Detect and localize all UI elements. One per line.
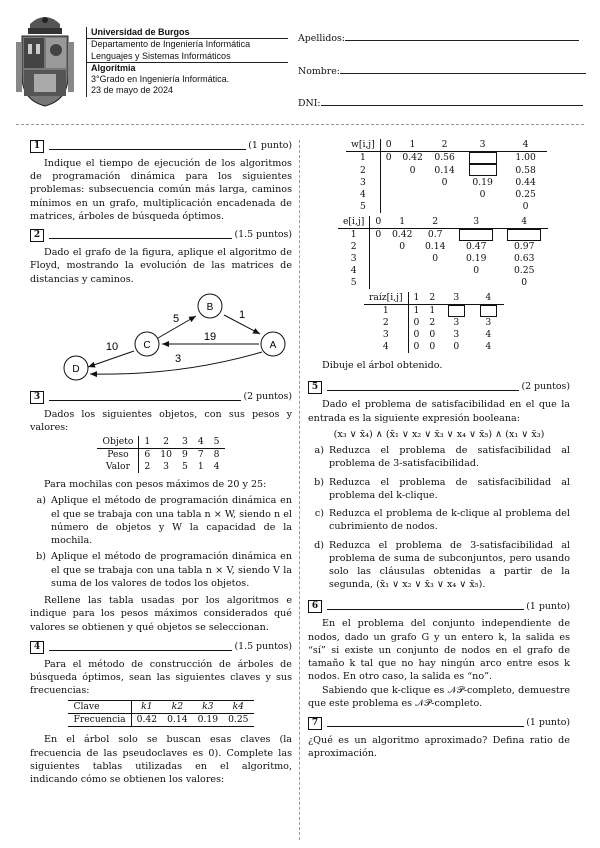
question-3-header	[30, 390, 292, 404]
question-2-header	[30, 228, 292, 242]
weight-c-d: 10	[105, 340, 119, 353]
boolean-formula: (x₃ ∨ x̄₄) ∧ (x̄₁ ∨ x₂ ∨ x̄₃ ∨ x₄ ∨ x̄₅) ∧ (x₁ ∨ x̄₃)	[333, 428, 545, 440]
question-3-part-a: a) Aplique el método de programación dinámica en el que se trabaja con una tabla n × W, siendo n el número de objetos y W la capacidad de la mochila.	[36, 495, 292, 547]
blank-cell[interactable]	[459, 229, 493, 241]
question-number: 7	[308, 717, 322, 730]
question-points: (1 punto)	[526, 717, 570, 729]
blank-cell[interactable]	[507, 229, 541, 241]
question-number: 4	[30, 641, 44, 654]
right-column	[308, 139, 570, 761]
question-7-text: ¿Qué es un algoritmo aproximado? Defina ratio de aproximación.	[308, 735, 570, 760]
root-table: raíz[i,j] 1 2 3 4 1 1 1 2 0 2 3 3 3 0 0 3 4 4 0 0 0 4	[364, 292, 504, 353]
question-number: 3	[30, 391, 44, 404]
node-c	[135, 332, 159, 356]
question-6-text-2: Sabiendo que k-clique es 𝒩𝒫-completo, demuestre que este problema es 𝒩𝒫-completo.	[308, 684, 570, 709]
question-points: (2 puntos)	[243, 390, 292, 402]
question-number: 1	[30, 140, 44, 153]
blank-cell[interactable]	[469, 152, 497, 164]
question-5-part-a: a) Reduzca el problema de satisfacibilidad al problema de 3-satisfacibilidad.	[314, 445, 570, 470]
question-7-header	[308, 716, 570, 730]
w-table: w[i,j] 0 1 2 3 4 1 0 0.42 0.56 1.00 2 0 0.14 0.58 3 0 0.19 0.44 4 0 0.25 5 0	[346, 139, 547, 213]
question-number: 2	[30, 229, 44, 242]
blank-cell[interactable]	[469, 164, 497, 176]
header-divider	[16, 124, 584, 125]
question-6-header	[308, 599, 570, 613]
surname-label: Apellidos:	[298, 33, 345, 44]
question-5-part-d: d) Reduzca el problema de 3-satisfacibilidad al problema de suma de subconjuntos, pero usando solo las cláusulas obtenidas a partir de la segunda, (x̄₁ ∨ x₂ ∨ x̄₃ ∨ x₄ ∨ x̄₅).	[314, 539, 570, 591]
svg-text:A: A	[269, 339, 277, 351]
department-name: Departamento de Ingeniería Informática	[91, 39, 251, 50]
question-number: 5	[308, 381, 322, 394]
name-field[interactable]	[298, 64, 586, 79]
degree-name: 3°Grado en Ingeniería Informática.	[91, 74, 230, 84]
blank-cell[interactable]	[480, 305, 497, 317]
question-points: (1.5 puntos)	[234, 229, 292, 241]
svg-text:D: D	[72, 363, 80, 375]
graph-figure	[30, 288, 292, 388]
question-points: (1 punto)	[526, 600, 570, 612]
course-name: Algoritmia	[91, 62, 136, 73]
id-label: DNI:	[298, 98, 321, 109]
node-b	[198, 294, 222, 318]
question-5-intro: Dado el problema de satisfacibilidad en el que la entrada es la siguiente expresión booleana:	[308, 399, 570, 424]
question-4-intro: Para el método de construcción de árboles de búsqueda óptimos, sean las siguientes claves y sus frecuencias:	[30, 658, 292, 697]
weight-a-c: 19	[203, 330, 217, 343]
question-points: (2 puntos)	[521, 381, 570, 393]
name-label: Nombre:	[298, 66, 340, 77]
question-3-intro: Dados los siguientes objetos, con sus pesos y valores:	[30, 408, 292, 434]
area-name: Lenguajes y Sistemas Informáticos	[87, 51, 289, 63]
weight-c-b: 5	[172, 312, 180, 325]
question-1-header	[30, 139, 292, 153]
svg-text:C: C	[143, 339, 151, 351]
weight-a-d: 3	[174, 352, 182, 365]
header-info	[86, 27, 288, 97]
question-5-part-c: c) Reduzca el problema de k-clique al problema del cubrimiento de nodos.	[314, 508, 570, 533]
university-crest	[16, 10, 74, 108]
node-d	[64, 356, 88, 380]
question-points: (1 punto)	[248, 140, 292, 152]
question-4-text: En el árbol solo se buscan esas claves (la frecuencia de las pseudoclaves es 0). Complete las siguientes tablas utilizadas en el algoritmo, indicando cómo se obtienen los valores:	[30, 734, 292, 786]
svg-text:B: B	[206, 301, 214, 313]
keys-table: Clave k1 k2 k3 k4 Frecuencia 0.42 0.14 0.19 0.25	[68, 700, 253, 727]
id-field[interactable]	[298, 96, 583, 111]
edge-c-d	[88, 351, 134, 367]
question-5-part-b: b) Reduzca el problema de satisfacibilidad al problema del k-clique.	[314, 476, 570, 501]
exam-date: 23 de mayo de 2024	[91, 85, 174, 96]
question-3-weights: Para mochilas con pesos máximos de 20 y 25:	[44, 479, 267, 491]
question-2-text: Dado el grafo de la figura, aplique el algoritmo de Floyd, mostrando la evolución de las matrices de distancias y caminos.	[30, 247, 292, 285]
question-points: (1.5 puntos)	[234, 640, 292, 652]
question-number: 6	[308, 600, 322, 613]
e-table: e[i,j] 0 1 2 3 4 1 0 0.42 0.7 2 0 0.14 0.47 0.97 3 0 0.19 0.63 4 0 0.25 5 0	[338, 216, 548, 289]
question-5-header	[308, 380, 570, 394]
objects-table: Objeto 1 2 3 4 5 Peso 6 10 9 7 8 Valor 2 3 5 1 4	[97, 436, 224, 473]
node-a	[261, 332, 285, 356]
question-3-part-b: b) Aplique el método de programación dinámica en el que se trabaja con una tabla n × V, siendo V la suma de los valores de todos los objetos.	[36, 551, 292, 589]
surname-field[interactable]	[298, 31, 579, 46]
question-6-text: En el problema del conjunto independiente de nodos, dado un grafo G y un entero k, la salida es “sí” si existe un conjunto de nodos en el grafo de tamaño k tal que no hay ningún arco entre esos k nodos. En otro caso, la salida es “no”.	[308, 618, 570, 683]
question-3-closing: Rellene las tabla usadas por los algoritmos e indique para los pesos máximos considerados qué valores se obtienen y qué objetos se seleccionan.	[30, 595, 292, 633]
question-1-text: Indique el tiempo de ejecución de los algoritmos de programación dinámica para los siguientes problemas: subsecuencia común más larga, caminos mínimos en un grafo, multiplicación encadenada de matrices, árboles de búsqueda óptimos.	[30, 158, 292, 222]
question-4-header	[30, 640, 292, 654]
left-column	[30, 139, 292, 786]
column-divider	[299, 140, 300, 840]
university-name: Universidad de Burgos	[87, 27, 289, 39]
blank-cell[interactable]	[448, 305, 465, 317]
weight-b-a: 1	[238, 308, 246, 321]
question-4-closing: Dibuje el árbol obtenido.	[322, 360, 443, 372]
